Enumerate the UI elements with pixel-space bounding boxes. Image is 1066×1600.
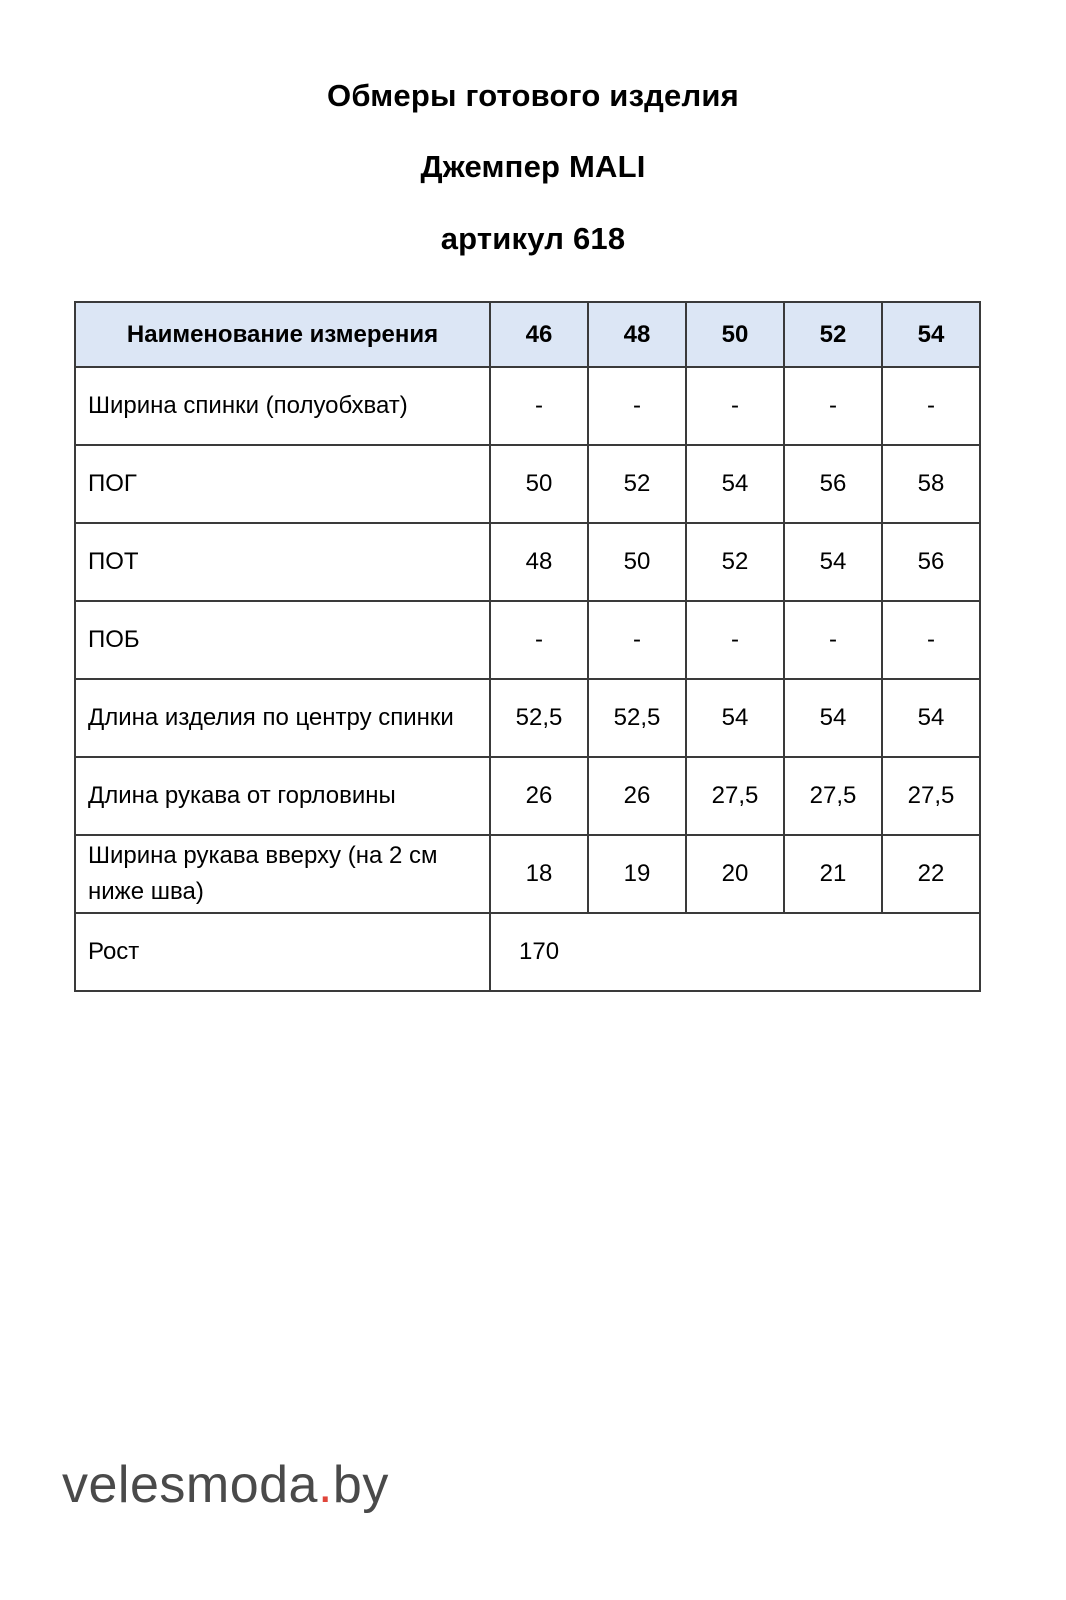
cell-value: - <box>588 601 686 679</box>
row-label: ПОГ <box>75 445 490 523</box>
cell-value: 27,5 <box>686 757 784 835</box>
table-row <box>75 445 980 523</box>
cell-value: 18 <box>490 835 588 913</box>
cell-value: 54 <box>882 679 980 757</box>
cell-value: 48 <box>490 523 588 601</box>
row-label: Ширина рукава вверху (на 2 см ниже шва) <box>75 835 490 913</box>
table-header-row <box>75 302 980 367</box>
watermark-dot: . <box>317 1456 333 1514</box>
table-row <box>75 757 980 835</box>
row-label: Длина рукава от горловины <box>75 757 490 835</box>
cell-value: 52,5 <box>490 679 588 757</box>
table-row <box>75 367 980 445</box>
cell-value: 50 <box>490 445 588 523</box>
cell-value: 56 <box>882 523 980 601</box>
table-row-rost <box>75 913 980 991</box>
cell-value: 54 <box>784 523 882 601</box>
row-label: Длина изделия по центру спинки <box>75 679 490 757</box>
column-header-size: 48 <box>588 302 686 367</box>
cell-value: - <box>588 367 686 445</box>
cell-value: 54 <box>686 679 784 757</box>
cell-value: - <box>490 601 588 679</box>
column-header-name: Наименование измерения <box>75 302 490 367</box>
table-row <box>75 601 980 679</box>
row-label: ПОБ <box>75 601 490 679</box>
column-header-size: 54 <box>882 302 980 367</box>
column-header-size: 50 <box>686 302 784 367</box>
product-name: Джемпер MALI <box>420 149 646 184</box>
cell-value: 21 <box>784 835 882 913</box>
cell-value: 50 <box>588 523 686 601</box>
watermark-domain: by <box>332 1456 389 1514</box>
article-number: артикул 618 <box>440 221 626 256</box>
cell-value: 54 <box>784 679 882 757</box>
cell-value: - <box>490 367 588 445</box>
table-row <box>75 679 980 757</box>
cell-value: - <box>784 367 882 445</box>
cell-value: - <box>784 601 882 679</box>
cell-value: 20 <box>686 835 784 913</box>
cell-value: 58 <box>882 445 980 523</box>
cell-value: 27,5 <box>882 757 980 835</box>
cell-value: 26 <box>490 757 588 835</box>
rost-value: 170 <box>490 913 980 991</box>
cell-value: 22 <box>882 835 980 913</box>
table-row <box>75 835 980 913</box>
cell-value: 52 <box>686 523 784 601</box>
cell-value: 52 <box>588 445 686 523</box>
row-label: Рост <box>75 913 490 991</box>
column-header-size: 52 <box>784 302 882 367</box>
watermark-name: velesmoda <box>62 1456 318 1514</box>
cell-value: - <box>882 367 980 445</box>
site-watermark <box>62 1455 389 1515</box>
row-label: ПОТ <box>75 523 490 601</box>
table-row <box>75 523 980 601</box>
cell-value: - <box>686 601 784 679</box>
document-title: Обмеры готового изделия <box>327 78 739 113</box>
cell-value: 26 <box>588 757 686 835</box>
cell-value: 27,5 <box>784 757 882 835</box>
cell-value: 52,5 <box>588 679 686 757</box>
cell-value: 56 <box>784 445 882 523</box>
measurements-table <box>74 301 981 992</box>
cell-value: 54 <box>686 445 784 523</box>
row-label: Ширина спинки (полуобхват) <box>75 367 490 445</box>
cell-value: - <box>882 601 980 679</box>
cell-value: 19 <box>588 835 686 913</box>
cell-value: - <box>686 367 784 445</box>
column-header-size: 46 <box>490 302 588 367</box>
